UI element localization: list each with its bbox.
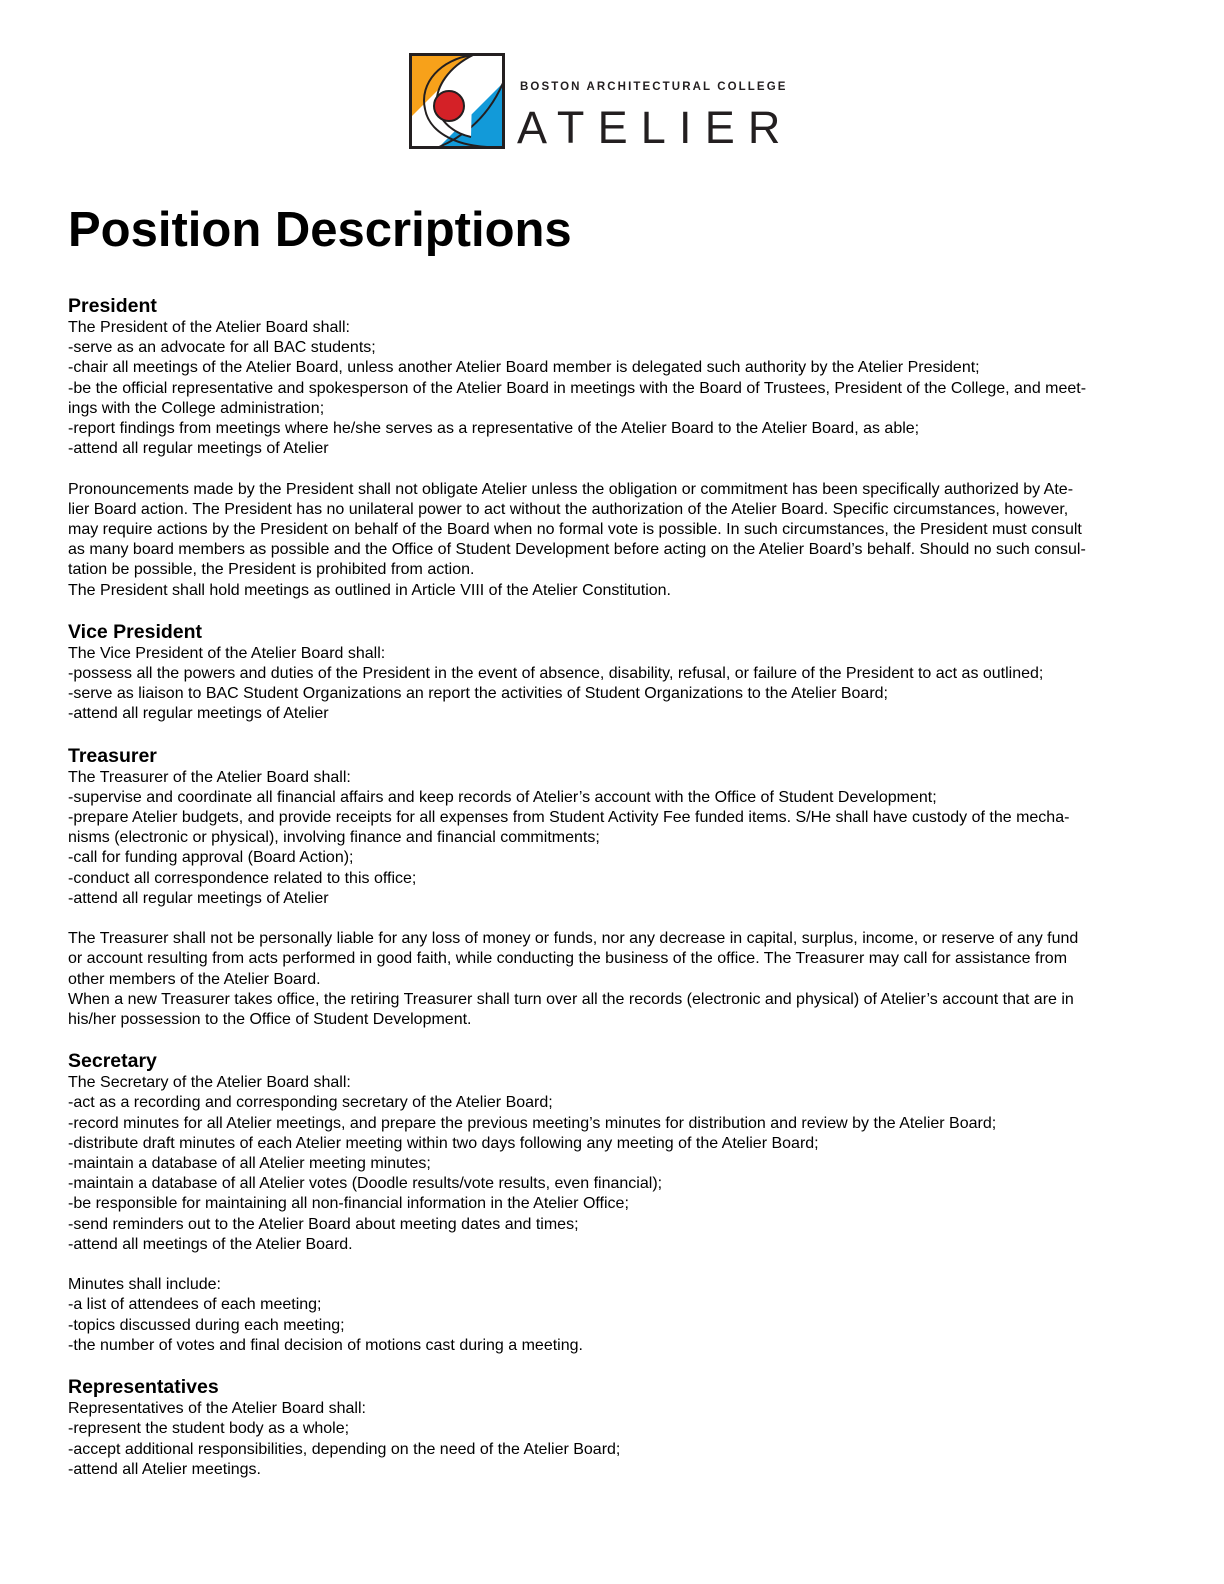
text-line: his/her possession to the Office of Student Development. [68,1011,472,1029]
section-treasurer [68,745,1148,1031]
text-line: -attend all regular meetings of Atelier [68,705,329,723]
text-line: other members of the Atelier Board. [68,970,321,988]
text-line: -attend all regular meetings of Atelier [68,889,329,907]
paragraph [68,480,1148,601]
text-line: The Secretary of the Atelier Board shall: [68,1074,351,1092]
text-line: The President of the Atelier Board shall: [68,319,350,336]
text-line: -possess all the powers and duties of the President in the event of absence, disability, refusal, or failure of the President to act as outlined; [68,665,1044,683]
text-line: tation be possible, the President is prohibited from action. [68,561,475,579]
section-heading: Vice President [68,620,203,643]
text-line: The Treasurer of the Atelier Board shall: [68,768,351,786]
text-line: -a list of attendees of each meeting; [68,1296,322,1314]
text-line: -report findings from meetings where he/she serves as a representative of the Atelier Board to the Atelier Board, as able; [68,420,920,438]
text-line: -attend all Atelier meetings. [68,1460,261,1478]
section-heading: Treasurer [68,744,157,767]
paragraph [68,929,1148,1030]
text-line: Representatives of the Atelier Board shall: [68,1400,366,1418]
text-line: may require actions by the President on behalf of the Board when no formal vote is possible. In such circumstances, the President must consult [68,521,1082,539]
text-line: nisms (electronic or physical), involving finance and financial commitments; [68,829,600,847]
paragraph [68,1275,1148,1356]
text-line: The President shall hold meetings as outlined in Article VIII of the Atelier Constitution. [68,581,671,599]
text-line: -accept additional responsibilities, depending on the need of the Atelier Board; [68,1440,621,1458]
section-heading: President [68,295,157,317]
text-line: -serve as liaison to BAC Student Organizations an report the activities of Student Organizations to the Atelier Board; [68,685,888,703]
duties-list [68,768,1148,909]
text-line: -represent the student body as a whole; [68,1420,350,1438]
logo-wordmark: ATELIER [517,102,794,153]
duties-list [68,1073,1148,1255]
section-heading: Secretary [68,1050,157,1073]
section-heading: Representatives [68,1376,219,1399]
section-representatives [68,1376,1148,1480]
text-line: The Vice President of the Atelier Board shall: [68,644,386,662]
text-line: -act as a recording and corresponding secretary of the Atelier Board; [68,1094,553,1112]
text-line: When a new Treasurer takes office, the retiring Treasurer shall turn over all the records (electronic and physical) of Atelier’s account that are in [68,990,1074,1008]
text-line: lier Board action. The President has no unilateral power to act without the authorization of the Atelier Board. Specific circumstances, however, [68,500,1069,518]
text-line: -topics discussed during each meeting; [68,1316,345,1334]
document-body [68,295,1148,1500]
text-line: -prepare Atelier budgets, and provide receipts for all expenses from Student Activity Fee funded items. S/He shall have custody of the mecha- [68,809,1070,827]
section-vice-president [68,621,1148,725]
duties-list [68,644,1148,725]
section-secretary [68,1050,1148,1356]
text-line: or account resulting from acts performed in good faith, while conducting the business of the office. The Treasurer may call for assistance from [68,950,1068,968]
text-line: -be the official representative and spokesperson of the Atelier Board in meetings with the Board of Trustees, President of the College, and meet- [68,379,1087,397]
text-line: -attend all regular meetings of Atelier [68,440,329,458]
text-line: -maintain a database of all Atelier meeting minutes; [68,1155,431,1173]
text-line: -supervise and coordinate all financial affairs and keep records of Atelier’s account with the Office of Student Development; [68,788,937,806]
logo-college-name: BOSTON ARCHITECTURAL COLLEGE [520,81,788,93]
text-line: -the number of votes and final decision of motions cast during a meeting. [68,1336,583,1354]
text-line: -send reminders out to the Atelier Board about meeting dates and times; [68,1215,579,1233]
text-line: -serve as an advocate for all BAC students; [68,339,376,357]
text-line: -maintain a database of all Atelier votes (Doodle results/vote results, even financial); [68,1175,663,1193]
page-title: Position Descriptions [68,203,572,257]
text-line: -be responsible for maintaining all non-financial information in the Atelier Office; [68,1195,629,1213]
text-line: -chair all meetings of the Atelier Board, unless another Atelier Board member is delegated such authority by the Atelier President; [68,359,980,377]
text-line: Minutes shall include: [68,1276,221,1294]
text-line: as many board members as possible and the Office of Student Development before acting on the Atelier Board’s behalf. Should no such consul- [68,541,1086,559]
atelier-logo [409,53,809,153]
text-line: -record minutes for all Atelier meetings, and prepare the previous meeting’s minutes for distribution and review by the Atelier Board; [68,1114,997,1132]
text-line: The Treasurer shall not be personally liable for any loss of money or funds, nor any decrease in capital, surplus, income, or reserve of any fund [68,930,1079,948]
duties-list [68,1399,1148,1480]
text-line: ings with the College administration; [68,399,325,417]
section-president [68,295,1148,601]
text-line: Pronouncements made by the President shall not obligate Atelier unless the obligation or commitment has been specifically authorized by Ate- [68,480,1074,498]
atelier-logo-mark-icon [409,53,505,149]
text-line: -conduct all correspondence related to this office; [68,869,417,887]
text-line: -distribute draft minutes of each Atelier meeting within two days following any meeting of the Atelier Board; [68,1134,819,1152]
text-line: -attend all meetings of the Atelier Board. [68,1235,353,1253]
text-line: -call for funding approval (Board Action); [68,849,354,867]
duties-list [68,318,1148,459]
